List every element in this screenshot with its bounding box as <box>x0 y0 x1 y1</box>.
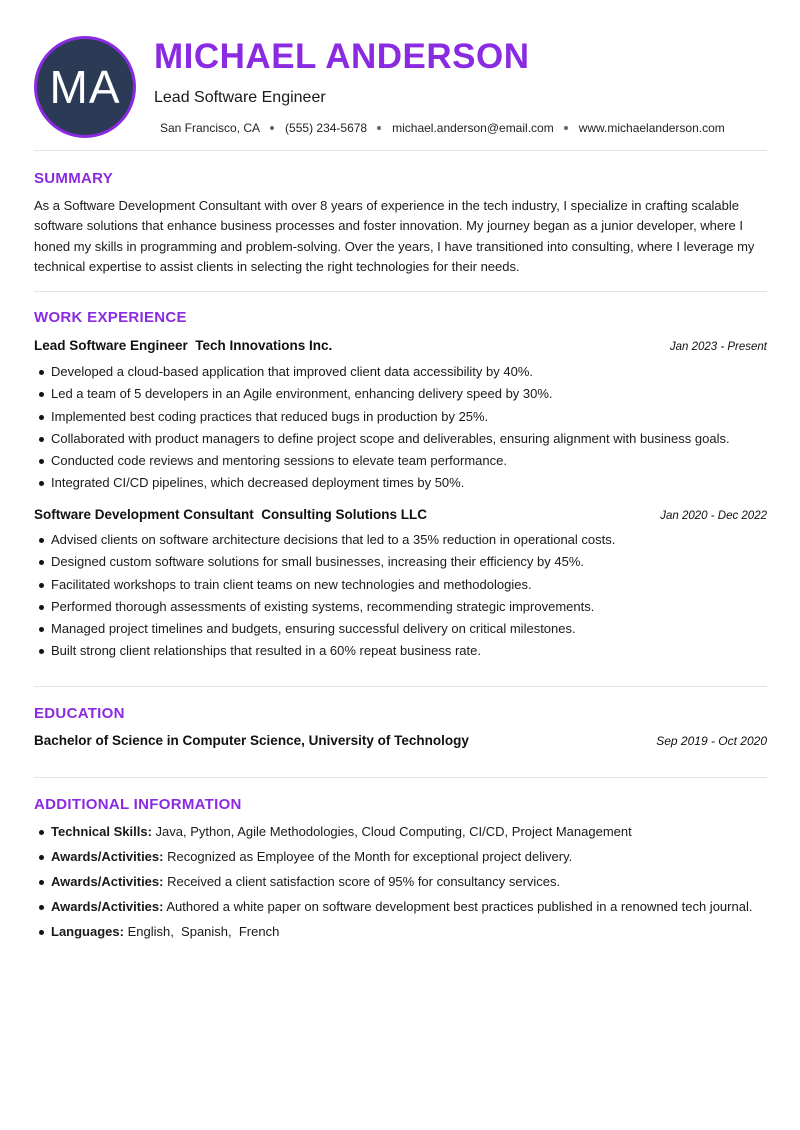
job-bullets <box>34 532 769 666</box>
education-heading: EDUCATION <box>34 705 125 722</box>
divider <box>34 686 767 687</box>
contact-website[interactable]: www.michaelanderson.com <box>578 121 725 135</box>
job-dates: Jan 2020 - Dec 2022 <box>660 510 767 522</box>
summary-heading: SUMMARY <box>34 170 114 187</box>
work-experience-heading: WORK EXPERIENCE <box>34 309 187 326</box>
candidate-name: MICHAEL ANDERSON <box>154 37 530 76</box>
separator-dot-icon <box>270 126 274 130</box>
job-role: Lead Software Engineer Tech Innovations Inc. <box>34 338 333 353</box>
job-header <box>34 507 767 522</box>
list-item: Advised clients on software architecture decisions that led to a 35% reduction in operational costs. <box>34 532 769 548</box>
list-item <box>34 822 769 841</box>
list-item <box>34 847 769 866</box>
list-item <box>34 922 769 941</box>
job-header <box>34 338 767 353</box>
item-text: Recognized as Employee of the Month for exceptional project delivery. <box>163 849 573 864</box>
contact-line <box>160 121 725 135</box>
list-item: Managed project timelines and budgets, ensuring successful delivery on critical milestones. <box>34 621 769 637</box>
separator-dot-icon <box>564 126 568 130</box>
list-item: Developed a cloud-based application that improved client data accessibility by 40%. <box>34 364 769 380</box>
list-item: Led a team of 5 developers in an Agile environment, enhancing delivery speed by 30%. <box>34 386 769 402</box>
contact-email[interactable]: michael.anderson@email.com <box>392 121 554 135</box>
item-text: Java, Python, Agile Methodologies, Cloud Computing, CI/CD, Project Management <box>151 824 632 839</box>
candidate-title: Lead Software Engineer <box>154 89 326 106</box>
list-item: Performed thorough assessments of existing systems, recommending strategic improvements. <box>34 599 769 615</box>
item-label: Languages: <box>51 924 124 939</box>
education-dates: Sep 2019 - Oct 2020 <box>656 734 767 748</box>
job-bullets <box>34 364 769 498</box>
summary-text: As a Software Development Consultant with over 8 years of experience in the tech industry, I specialize in crafting scalable software solutions that enhance business processes and foster innovation. My journey began as a junior developer, where I honed my skills in programming and problem-solving. Over the years, I have transitioned into consulting, where I leverage my technical expertise to assist clients in selecting the right technologies for their needs. <box>34 198 755 274</box>
contact-phone: (555) 234-5678 <box>285 121 368 135</box>
item-text: Received a client satisfaction score of 95% for consultancy services. <box>163 874 561 889</box>
additional-info-heading: ADDITIONAL INFORMATION <box>34 796 242 813</box>
item-label: Awards/Activities: <box>51 849 164 864</box>
avatar: MA <box>34 36 136 138</box>
list-item: Implemented best coding practices that reduced bugs in production by 25%. <box>34 409 769 425</box>
item-text: English, Spanish, French <box>123 924 280 939</box>
item-label: Awards/Activities: <box>51 899 164 914</box>
education-degree: Bachelor of Science in Computer Science, University of Technology <box>34 733 469 748</box>
additional-info-list <box>34 822 769 947</box>
item-label: Awards/Activities: <box>51 874 164 889</box>
list-item <box>34 897 769 916</box>
list-item: Conducted code reviews and mentoring sessions to elevate team performance. <box>34 453 769 469</box>
job-dates: Jan 2023 - Present <box>669 341 767 353</box>
list-item: Built strong client relationships that resulted in a 60% repeat business rate. <box>34 643 769 659</box>
separator-dot-icon <box>377 126 381 130</box>
divider <box>34 291 767 292</box>
education-entry <box>34 733 767 748</box>
job-role: Software Development Consultant Consulting Solutions LLC <box>34 507 428 522</box>
list-item: Facilitated workshops to train client teams on new technologies and methodologies. <box>34 577 769 593</box>
list-item: Designed custom software solutions for small businesses, increasing their efficiency by 45%. <box>34 554 769 570</box>
list-item <box>34 872 769 891</box>
item-text: Authored a white paper on software development best practices published in a renowned tech journal. <box>163 899 753 914</box>
list-item: Collaborated with product managers to define project scope and deliverables, ensuring alignment with business goals. <box>34 431 769 447</box>
item-label: Technical Skills: <box>51 824 152 839</box>
divider <box>34 777 767 778</box>
list-item: Integrated CI/CD pipelines, which decreased deployment times by 50%. <box>34 475 769 491</box>
divider <box>34 150 767 151</box>
contact-location: San Francisco, CA <box>160 121 261 135</box>
